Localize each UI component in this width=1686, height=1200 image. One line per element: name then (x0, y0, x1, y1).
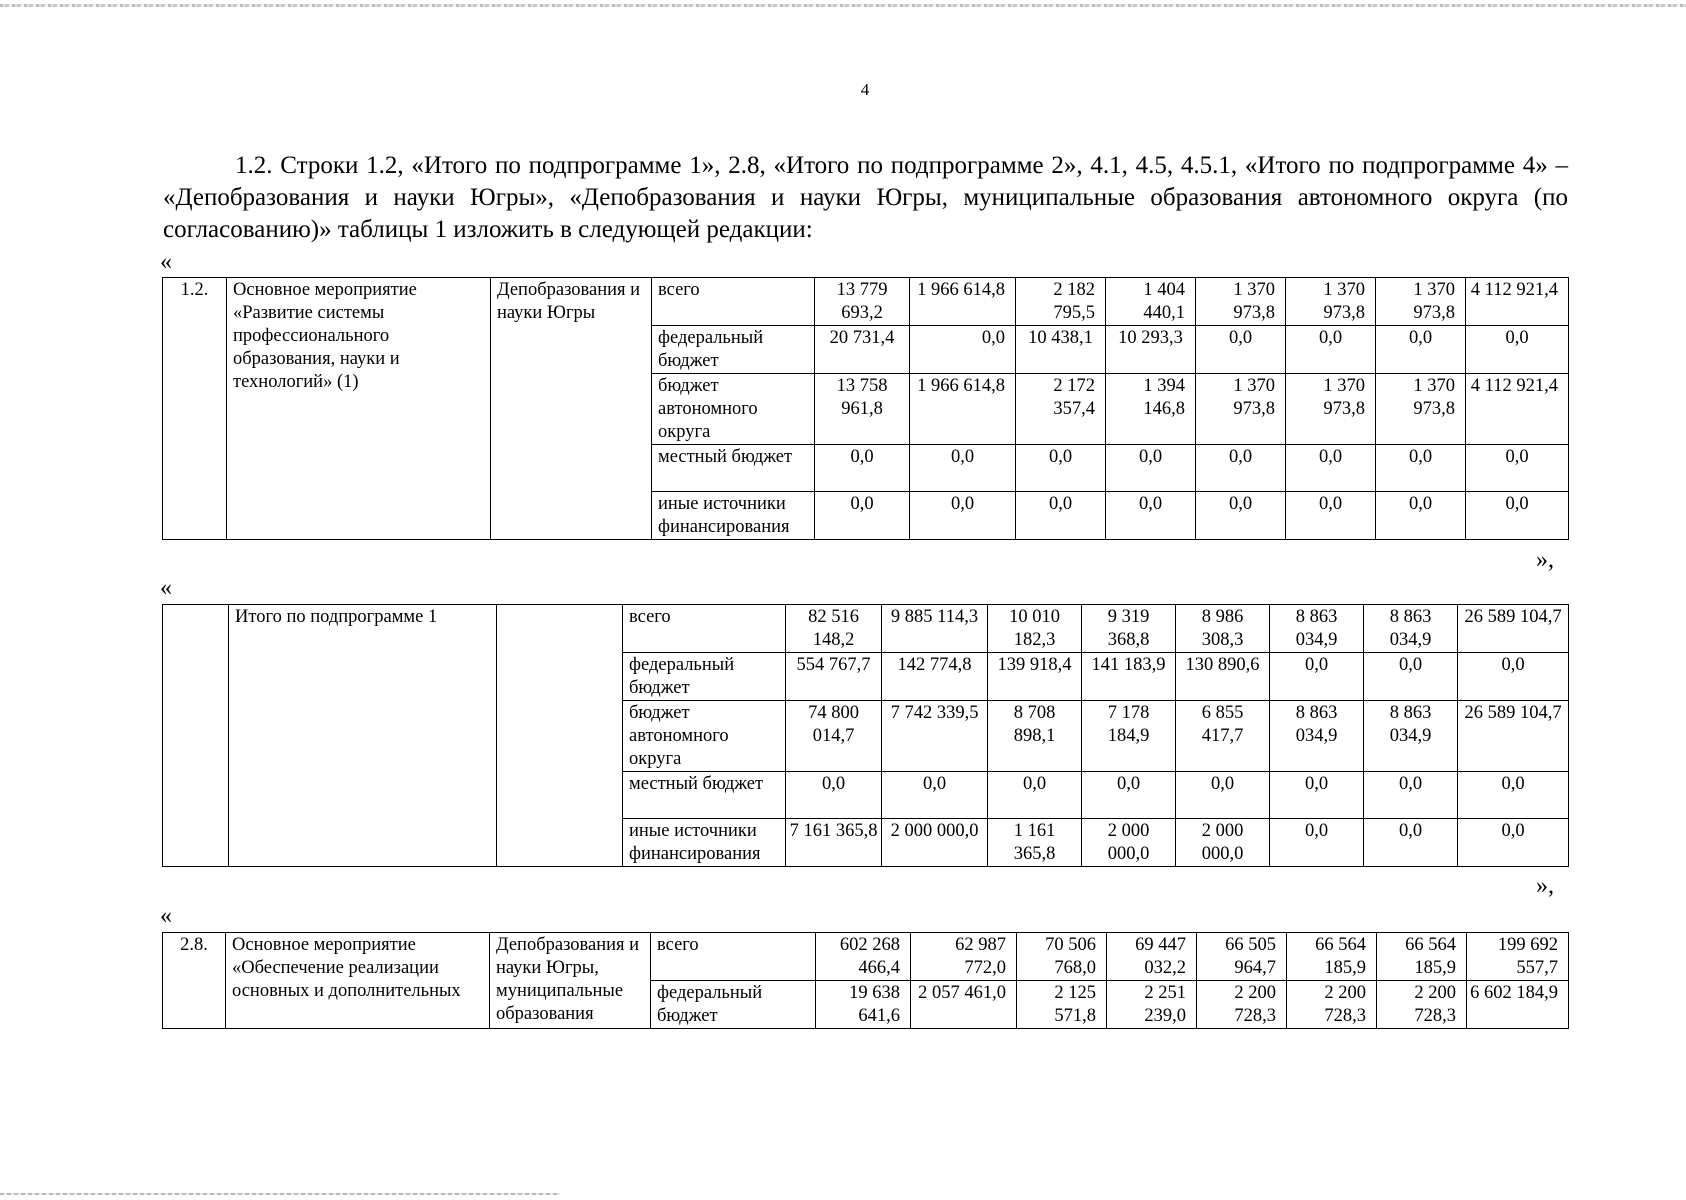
value-cell: 66 564 185,9 (1287, 933, 1377, 981)
opening-quote-1: « (160, 249, 172, 275)
value-cell: 2 000 000,0 (1176, 819, 1270, 867)
value-cell: 130 890,6 (1176, 653, 1270, 701)
table-body (163, 278, 1569, 540)
value-cell: 0,0 (1364, 819, 1458, 867)
value-cell: 2 251 239,0 (1107, 981, 1197, 1029)
value-cell: 0,0 (815, 445, 910, 492)
intro-paragraph: 1.2. Строки 1.2, «Итого по подпрограмме 1», 2.8, «Итого по подпрограмме 2», 4.1, 4.5, 4.5.1, «Итого по подпрограмме 4» – «Депобразования и науки Югры», «Депобразования и науки Югры, муниципальные образования автономного округа (по согласованию)» таблицы 1 изложить в следующей редакции: (163, 152, 1568, 243)
value-cell: 0,0 (1270, 772, 1364, 819)
scan-artifact-top (0, 4, 1686, 7)
value-cell: 13 758 961,8 (815, 374, 910, 445)
value-cell: 1 370 973,8 (1196, 374, 1286, 445)
value-cell: 2 200 728,3 (1377, 981, 1467, 1029)
value-cell: 0,0 (1016, 445, 1106, 492)
value-cell: 1 370 973,8 (1376, 278, 1466, 326)
value-cell: 2 057 461,0 (911, 981, 1017, 1029)
value-cell: 0,0 (786, 772, 882, 819)
value-cell: 2 200 728,3 (1287, 981, 1377, 1029)
funding-source: бюджет автономного округа (652, 374, 815, 445)
value-cell: 20 731,4 (815, 326, 910, 374)
value-cell: 0,0 (1466, 326, 1569, 374)
value-cell: 0,0 (1364, 653, 1458, 701)
value-cell: 69 447 032,2 (1107, 933, 1197, 981)
executor: Депобразования и науки Югры, муниципальные образования (490, 933, 651, 1029)
value-cell: 2 000 000,0 (1082, 819, 1176, 867)
value-cell: 0,0 (815, 492, 910, 540)
value-cell: 139 918,4 (988, 653, 1082, 701)
executor (497, 605, 623, 867)
value-cell: 13 779 693,2 (815, 278, 910, 326)
funding-source: местный бюджет (623, 772, 786, 819)
value-cell: 1 370 973,8 (1286, 374, 1376, 445)
row-index: 1.2. (163, 278, 227, 540)
value-cell: 10 010 182,3 (988, 605, 1082, 653)
opening-quote-3: « (160, 903, 172, 929)
value-cell: 4 112 921,4 (1466, 278, 1569, 326)
value-cell: 26 589 104,7 (1458, 605, 1569, 653)
value-cell: 0,0 (1364, 772, 1458, 819)
value-cell: 0,0 (1270, 819, 1364, 867)
value-cell: 0,0 (1466, 445, 1569, 492)
value-cell: 0,0 (1196, 492, 1286, 540)
value-cell: 2 200 728,3 (1197, 981, 1287, 1029)
value-cell: 0,0 (1376, 492, 1466, 540)
value-cell: 0,0 (1196, 445, 1286, 492)
value-cell: 2 182 795,5 (1016, 278, 1106, 326)
table-row (163, 605, 1569, 653)
value-cell: 1 966 614,8 (910, 374, 1016, 445)
funding-source: федеральный бюджет (651, 981, 816, 1029)
funding-source: всего (652, 278, 815, 326)
opening-quote-2: « (160, 575, 172, 601)
value-cell: 4 112 921,4 (1466, 374, 1569, 445)
value-cell: 1 966 614,8 (910, 278, 1016, 326)
value-cell: 2 000 000,0 (882, 819, 988, 867)
value-cell: 1 404 440,1 (1106, 278, 1196, 326)
value-cell: 0,0 (910, 326, 1016, 374)
row-index: 2.8. (163, 933, 226, 1029)
value-cell: 9 885 114,3 (882, 605, 988, 653)
value-cell: 1 370 973,8 (1286, 278, 1376, 326)
finance-table-subtotal-1 (162, 604, 1569, 867)
funding-source: всего (623, 605, 786, 653)
value-cell: 7 178 184,9 (1082, 701, 1176, 772)
page-number: 4 (860, 80, 870, 99)
value-cell: 0,0 (1082, 772, 1176, 819)
value-cell: 0,0 (1106, 445, 1196, 492)
value-cell: 8 863 034,9 (1364, 701, 1458, 772)
value-cell: 66 505 964,7 (1197, 933, 1287, 981)
value-cell: 10 438,1 (1016, 326, 1106, 374)
activity-name: Основное мероприятие «Обеспечение реализации основных и дополнительных (226, 933, 490, 1029)
value-cell: 8 986 308,3 (1176, 605, 1270, 653)
funding-source: бюджет автономного округа (623, 701, 786, 772)
value-cell: 8 863 034,9 (1270, 605, 1364, 653)
value-cell: 70 506 768,0 (1017, 933, 1107, 981)
value-cell: 10 293,3 (1106, 326, 1196, 374)
value-cell: 0,0 (1286, 445, 1376, 492)
finance-table-1-2 (162, 277, 1569, 540)
value-cell: 74 800 014,7 (786, 701, 882, 772)
value-cell: 602 268 466,4 (816, 933, 911, 981)
value-cell: 0,0 (1270, 653, 1364, 701)
value-cell: 66 564 185,9 (1377, 933, 1467, 981)
value-cell: 0,0 (1376, 445, 1466, 492)
value-cell: 0,0 (882, 772, 988, 819)
funding-source: местный бюджет (652, 445, 815, 492)
value-cell: 199 692 557,7 (1467, 933, 1569, 981)
table-row (163, 933, 1569, 981)
value-cell: 6 855 417,7 (1176, 701, 1270, 772)
value-cell: 1 161 365,8 (988, 819, 1082, 867)
value-cell: 0,0 (1458, 653, 1569, 701)
value-cell: 554 767,7 (786, 653, 882, 701)
value-cell: 2 125 571,8 (1017, 981, 1107, 1029)
value-cell: 82 516 148,2 (786, 605, 882, 653)
value-cell: 141 183,9 (1082, 653, 1176, 701)
funding-source: всего (651, 933, 816, 981)
value-cell: 1 370 973,8 (1376, 374, 1466, 445)
value-cell: 8 708 898,1 (988, 701, 1082, 772)
executor: Депобразования и науки Югры (491, 278, 652, 540)
value-cell: 2 172 357,4 (1016, 374, 1106, 445)
funding-source: федеральный бюджет (623, 653, 786, 701)
value-cell: 0,0 (1106, 492, 1196, 540)
row-index (163, 605, 229, 867)
value-cell: 62 987 772,0 (911, 933, 1017, 981)
value-cell: 0,0 (1196, 326, 1286, 374)
value-cell: 9 319 368,8 (1082, 605, 1176, 653)
value-cell: 0,0 (1016, 492, 1106, 540)
value-cell: 0,0 (1376, 326, 1466, 374)
table-row (163, 278, 1569, 326)
value-cell: 0,0 (1458, 819, 1569, 867)
activity-name: Основное мероприятие «Развитие системы профессионального образования, науки и технологий» (1) (227, 278, 491, 540)
value-cell: 1 370 973,8 (1196, 278, 1286, 326)
funding-source: иные источники финансирования (652, 492, 815, 540)
finance-table-2-8 (162, 932, 1569, 1029)
closing-quote-1: », (1536, 547, 1554, 573)
value-cell: 0,0 (1286, 492, 1376, 540)
value-cell: 8 863 034,9 (1364, 605, 1458, 653)
value-cell: 6 602 184,9 (1467, 981, 1569, 1029)
closing-quote-2: », (1536, 873, 1554, 899)
value-cell: 0,0 (1458, 772, 1569, 819)
value-cell: 0,0 (910, 492, 1016, 540)
value-cell: 26 589 104,7 (1458, 701, 1569, 772)
value-cell: 8 863 034,9 (1270, 701, 1364, 772)
scan-artifact-bottom (0, 1193, 560, 1195)
value-cell: 0,0 (910, 445, 1016, 492)
value-cell: 19 638 641,6 (816, 981, 911, 1029)
activity-name: Итого по подпрограмме 1 (229, 605, 497, 867)
value-cell: 0,0 (1176, 772, 1270, 819)
table-body (163, 933, 1569, 1029)
value-cell: 0,0 (1466, 492, 1569, 540)
value-cell: 7 742 339,5 (882, 701, 988, 772)
funding-source: иные источники финансирования (623, 819, 786, 867)
value-cell: 0,0 (988, 772, 1082, 819)
value-cell: 0,0 (1286, 326, 1376, 374)
value-cell: 1 394 146,8 (1106, 374, 1196, 445)
funding-source: федеральный бюджет (652, 326, 815, 374)
value-cell: 142 774,8 (882, 653, 988, 701)
value-cell: 7 161 365,8 (786, 819, 882, 867)
table-body (163, 605, 1569, 867)
